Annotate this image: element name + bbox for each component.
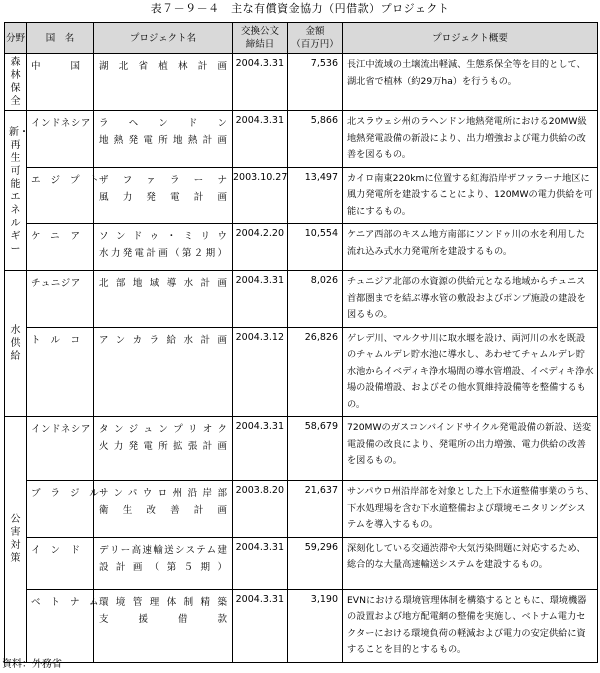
amount-cell: 21,637 <box>288 481 343 538</box>
date-cell: 2004.3.31 <box>233 54 288 111</box>
project-name-line: ラヘンドン <box>99 118 227 129</box>
table-row <box>5 537 598 589</box>
amount-cell: 8,026 <box>288 271 343 328</box>
summary-cell: ケニア西部のキスム地方南部にソンドゥ川の水を利用した流れ込み式水力発電所を建設するもの。 <box>343 224 598 271</box>
table-row <box>5 481 598 538</box>
project-cell <box>94 111 233 168</box>
amount-cell: 7,536 <box>288 54 343 111</box>
header-sector: 分野 <box>5 23 27 54</box>
country-cell <box>27 417 94 481</box>
project-cell <box>94 481 233 538</box>
project-name-line: 環境管理体制精築 <box>99 596 227 608</box>
project-name-line: タンジュンプリオク <box>99 424 227 435</box>
date-cell: 2004.3.31 <box>233 417 288 481</box>
country-name: ベト ナム <box>31 596 109 608</box>
date-cell: 2004.3.12 <box>233 327 288 417</box>
sector-label: 新・再生可能エネルギー <box>9 126 29 255</box>
summary-cell: 長江中流域の土壌流出軽減、生態系保全等を目的として、湖北省で植林（約29万ha）を行うもの。 <box>343 54 598 111</box>
header-summary: プロジェクト概要 <box>343 23 598 54</box>
country-name: 中 国 <box>31 61 90 72</box>
project-name-line: 水力発電計画（第２期） <box>99 248 227 259</box>
country-cell <box>27 327 94 417</box>
date-cell: 2004.2.20 <box>233 224 288 271</box>
project-cell <box>94 589 233 662</box>
header-amount <box>288 23 343 54</box>
amount-cell: 3,190 <box>288 589 343 662</box>
country-name: インドネシア <box>31 424 91 435</box>
sector-label: 水供給 <box>10 325 21 362</box>
date-cell: 2004.3.31 <box>233 271 288 328</box>
project-name-line: 湖北省植林計画 <box>99 61 227 72</box>
country-name: チュニジア <box>31 278 81 289</box>
country-cell <box>27 54 94 111</box>
country-name: エジ プト <box>31 174 110 186</box>
summary-cell: ゲレデ川、マルクサ川に取水堰を設け、両河川の水を既設のチャムルデレ貯水池に導水し、あわせてチャムルデレ貯水池からイベディキ浄水場間の導水管増設、イベディキ浄水場の設備増設、およびその他水質維持設備等を整備するもの。 <box>343 327 598 417</box>
sector-label: 森林保全 <box>10 57 21 107</box>
date-cell: 2003.10.27 <box>233 167 288 224</box>
country-name: ケニ ア <box>31 231 90 242</box>
header-date-line2: 締結日 <box>245 39 275 50</box>
projects-table <box>4 22 598 663</box>
project-name-line: ソンドゥ・ミリウ <box>99 231 227 242</box>
header-country: 国 名 <box>27 23 94 54</box>
country-cell <box>27 111 94 168</box>
table-row <box>5 417 598 481</box>
amount-cell: 5,866 <box>288 111 343 168</box>
header-date <box>233 23 288 54</box>
table-row <box>5 167 598 224</box>
date-cell: 2004.3.31 <box>233 537 288 589</box>
summary-cell: 深刻化している交通渋滞や大気汚染問題に対応するため、総合的な大量高速輸送システムを建設するもの。 <box>343 537 598 589</box>
summary-cell: カイロ南東220kmに位置する紅海沿岸ザファラーナ地区に風力発電所を建設することにより、120MWの電力供給を可能にするもの。 <box>343 167 598 224</box>
country-cell <box>27 537 94 589</box>
header-project: プロジェクト名 <box>94 23 233 54</box>
source-note: 資料：外務省 <box>2 659 62 670</box>
summary-cell: 720MWのガスコンバインドサイクル発電設備の新設、送変電設備の改良により、発電所の出力増強、電力供給の改善を図るもの。 <box>343 417 598 481</box>
summary-cell: チュニジア北部の水資源の供給元となる地域からチュニス首都圏までを結ぶ導水管の敷設およびポンプ施設の建設を図るもの。 <box>343 271 598 328</box>
table-row <box>5 224 598 271</box>
country-cell <box>27 481 109 538</box>
project-name-line: 衛生改善計画 <box>99 505 227 516</box>
project-cell <box>94 167 233 224</box>
project-cell <box>94 271 233 328</box>
date-cell: 2004.3.31 <box>233 589 288 662</box>
country-name: ブラ ジル <box>31 488 109 499</box>
sector-cell <box>5 54 27 111</box>
header-date-line1: 交換公文 <box>240 26 279 37</box>
summary-cell: 北スラウェシ州のラヘンドン地熱発電所における20MW級地熱発電設備の新設により、出力増強および電力供給の改善を図るもの。 <box>343 111 598 168</box>
project-name-line: 火力発電所拡張計画 <box>99 441 227 452</box>
table-title: 表７－９－４ 主な有償資金協力（円借款）プロジェクト <box>150 2 450 15</box>
country-cell <box>27 167 110 224</box>
summary-cell: EVNにおける環境管理体制を構築するとともに、環境機器の設置および地方配電網の整備を実施し、ベトナム電力セクターにおける環境負荷の軽減および電力の安定供給に資することを目的とするもの。 <box>343 589 598 662</box>
project-name-line: ザファラーナ <box>99 174 227 186</box>
country-cell <box>27 589 109 662</box>
date-cell: 2003.8.20 <box>233 481 288 538</box>
summary-cell: サンパウロ州沿岸部を対象とした上下水道整備事業のうち、下水処理場を含む下水道整備および環境モニタリングシステムを導入するもの。 <box>343 481 598 538</box>
project-cell <box>94 327 233 417</box>
header-amount-line1: 金額 <box>305 26 325 37</box>
project-name-line: 支援借款 <box>99 613 227 625</box>
header-amount-line2: （百万円） <box>291 39 339 50</box>
sector-cell <box>5 417 27 663</box>
amount-cell: 26,826 <box>288 327 343 417</box>
table-row <box>5 589 598 662</box>
project-cell <box>94 417 233 481</box>
country-cell <box>27 271 94 328</box>
country-name: インドネシア <box>31 118 91 129</box>
table-row <box>5 327 598 417</box>
project-cell <box>94 537 233 589</box>
project-name-line: 地熱発電所地熱計画 <box>99 135 227 146</box>
country-cell <box>27 224 94 271</box>
sector-label: 公害対策 <box>10 514 21 565</box>
table-row <box>5 271 598 328</box>
sector-cell <box>5 111 27 271</box>
project-name-line: 風力発電計画 <box>99 191 227 203</box>
amount-cell: 10,554 <box>288 224 343 271</box>
project-name-line: アンカラ給水計画 <box>99 334 227 346</box>
project-name-line: デリー高速輸送システム建 <box>99 544 227 556</box>
project-name-line: 設計画（第５期） <box>99 561 227 573</box>
project-name-line: サンパウロ州沿岸部 <box>99 488 227 499</box>
amount-cell: 58,679 <box>288 417 343 481</box>
amount-cell: 13,497 <box>288 167 343 224</box>
sector-cell <box>5 271 27 417</box>
country-name: イン ド <box>31 544 90 556</box>
amount-cell: 59,296 <box>288 537 343 589</box>
country-name: トル コ <box>31 334 90 346</box>
project-cell <box>94 54 233 111</box>
table-row <box>5 54 598 111</box>
project-name-line: 北部地域導水計画 <box>99 278 227 289</box>
table-row <box>5 111 598 168</box>
date-cell: 2004.3.31 <box>233 111 288 168</box>
header-row <box>5 23 598 54</box>
project-cell <box>94 224 233 271</box>
